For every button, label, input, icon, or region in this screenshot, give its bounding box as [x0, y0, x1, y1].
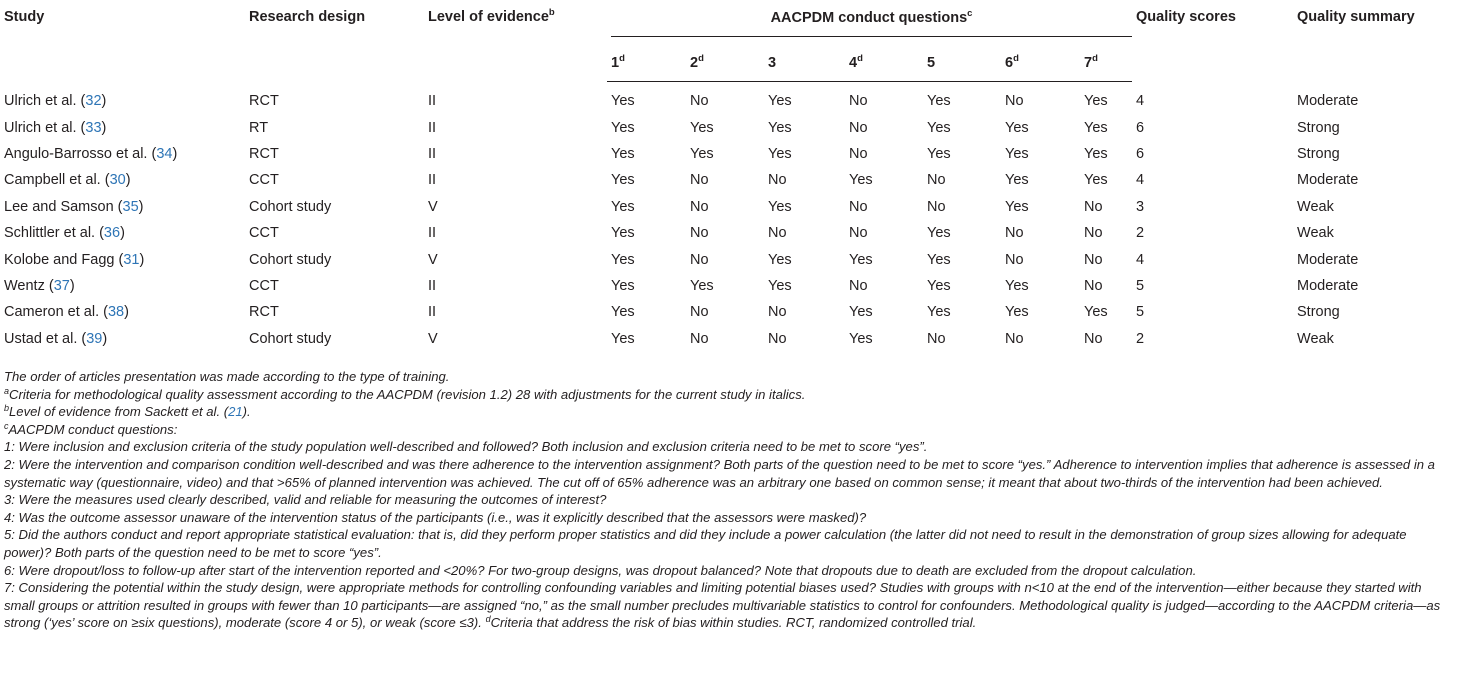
answer-cell: Yes [611, 145, 635, 162]
table-row [0, 141, 1458, 167]
quality-summary-cell: Moderate [1297, 172, 1359, 189]
answer-cell: No [927, 330, 946, 347]
answer-cell: Yes [768, 145, 792, 162]
answer-cell: Yes [690, 277, 714, 294]
table-row [0, 299, 1458, 325]
header-quality-summary: Quality summary [1297, 9, 1415, 25]
answer-cell: No [690, 198, 709, 215]
answer-cell: No [849, 93, 868, 110]
quality-summary-cell: Strong [1297, 119, 1340, 136]
question-header: 2$^d$ [686, 42, 764, 82]
answer-cell: Yes [927, 93, 951, 110]
answer-cell: Yes [1084, 119, 1108, 136]
quality-score-cell: 6 [1136, 145, 1145, 162]
answer-cell: Yes [927, 119, 951, 136]
footnote-q6: 6: Were dropout/loss to follow-up after start of the intervention reported and <20%? For two-group designs, was dropout balanced? Note that dropouts due to death are excluded from the dropout calculation. [4, 562, 1197, 578]
reference-link[interactable]: 36 [103, 225, 121, 242]
answer-cell: No [1005, 225, 1024, 242]
research-design-cell: RCT [249, 145, 279, 162]
answer-cell: Yes [768, 251, 792, 268]
answer-cell: No [927, 198, 946, 215]
reference-link[interactable]: 21 [228, 404, 243, 420]
answer-cell: Yes [611, 277, 635, 294]
footnote-b: $^b$Level of evidence from Sackett et al. (21). [4, 403, 251, 420]
quality-summary-cell: Moderate [1297, 277, 1359, 294]
answer-cell: Yes [1005, 277, 1029, 294]
reference-link[interactable]: 37 [53, 277, 70, 294]
answer-cell: No [768, 172, 787, 189]
research-design-cell: CCT [249, 277, 279, 294]
answer-cell: No [849, 145, 868, 162]
answer-cell: No [1084, 251, 1103, 268]
research-design-cell: RCT [249, 304, 279, 321]
table-row [0, 167, 1458, 193]
reference-link[interactable]: 38 [107, 304, 125, 321]
answer-cell: Yes [1005, 119, 1029, 136]
answer-cell: Yes [611, 225, 635, 242]
research-design-cell: Cohort study [249, 198, 332, 215]
answer-cell: No [927, 172, 946, 189]
footnote-q2: 2: Were the intervention and comparison condition well-described and was there adherence to the intervention assignment? Both parts of the question need to be met to score “yes.” Adherence to intervention implies that adherence is assessed in a systematic way (questionnaire, video) and that >65% of planned intervention was achieved. The cut off of 65% adherence was an arbitrary one based on common sense; it meant that about two-thirds of the intervention had been achieved. [4, 456, 1435, 490]
answer-cell: No [768, 304, 787, 321]
study-cell: Schlittler et al. (36) [4, 225, 125, 242]
level-of-evidence-cell: II [428, 277, 437, 294]
footnote-q5: 5: Did the authors conduct and report appropriate statistical evaluation: that is, did they perform proper statistics and did they include a power calculation (the latter did not need to result in the demonstration of group sizes allowing for adequate power)? Both parts of the question need to be met to score “yes”. [4, 527, 1407, 560]
study-cell: Wentz (37) [4, 277, 75, 294]
level-of-evidence-cell: II [428, 145, 437, 162]
header-aacpdm: AACPDM conduct questions$^c$ [607, 0, 1132, 42]
header-level-of-evidence: Level of evidence$^b$ [428, 7, 555, 25]
answer-cell: Yes [1084, 145, 1108, 162]
quality-summary-cell: Strong [1297, 145, 1340, 162]
answer-cell: Yes [611, 172, 635, 189]
answer-cell: No [690, 304, 709, 321]
quality-score-cell: 5 [1136, 304, 1145, 321]
research-design-cell: RCT [249, 92, 279, 109]
answer-cell: No [1084, 277, 1103, 294]
answer-cell: No [1084, 225, 1103, 242]
answer-cell: Yes [690, 119, 714, 136]
study-cell: Angulo-Barrosso et al. (34) [4, 145, 178, 162]
answer-cell: No [690, 172, 709, 189]
quality-score-cell: 6 [1136, 119, 1145, 136]
answer-cell: Yes [849, 172, 873, 189]
footnote-order: The order of articles presentation was made according to the type of training. [4, 369, 450, 384]
research-design-cell: CCT [249, 172, 279, 189]
table-row [0, 82, 1458, 115]
answer-cell: No [1084, 198, 1103, 215]
answer-cell: No [1005, 93, 1024, 110]
table-footnotes [4, 368, 1454, 632]
quality-summary-cell: Moderate [1297, 92, 1359, 109]
answer-cell: Yes [927, 251, 951, 268]
answer-cell: Yes [1005, 198, 1029, 215]
study-cell: Kolobe and Fagg (31) [4, 251, 145, 268]
answer-cell: Yes [611, 198, 635, 215]
answer-cell: Yes [611, 304, 635, 321]
answer-cell: Yes [927, 277, 951, 294]
answer-cell: No [768, 225, 787, 242]
footnote-q3: 3: Were the measures used clearly described, valid and reliable for measuring the outcomes of interest? [4, 492, 607, 508]
footnote-q7: 7: Considering the potential within the study design, were appropriate methods for controlling confounding variables and limiting potential biases used? Studies with groups with n<10 at the end of the intervention—either because they started with small groups or attrition resulted in groups with fewer than 10 participants—are assigned “no,” as the small number precludes multivariable statistics to control for confounders. Methodological quality is judged—according to the AACPDM criteria—as strong (‘yes’ score on ≥six questions), moderate (score 4 or 5), or weak (score ≤3). $^d$Criteria that address the risk of bias within studies. RCT, randomized controlled trial. [4, 580, 1441, 631]
answer-cell: No [768, 330, 787, 347]
answer-cell: No [849, 277, 868, 294]
answer-cell: No [1084, 330, 1103, 347]
answer-cell: Yes [1084, 304, 1108, 321]
answer-cell: No [849, 198, 868, 215]
research-design-cell: RT [249, 119, 269, 136]
answer-cell: No [849, 225, 868, 242]
level-of-evidence-cell: V [428, 251, 438, 268]
level-of-evidence-cell: II [428, 119, 437, 136]
quality-score-cell: 5 [1136, 277, 1145, 294]
answer-cell: No [690, 93, 709, 110]
research-design-cell: Cohort study [249, 330, 332, 347]
research-design-cell: CCT [249, 225, 279, 242]
header-quality-scores: Quality scores [1136, 9, 1236, 25]
answer-cell: Yes [611, 330, 635, 347]
header-study: Study [4, 9, 45, 25]
reference-link[interactable]: 34 [156, 145, 173, 162]
quality-score-cell: 2 [1136, 330, 1145, 347]
answer-cell: No [690, 251, 709, 268]
answer-cell: Yes [1084, 93, 1108, 110]
answer-cell: No [849, 119, 868, 136]
table-row [0, 246, 1458, 272]
answer-cell: Yes [690, 145, 714, 162]
header-row [0, 0, 1458, 42]
header-research-design: Research design [249, 9, 366, 25]
quality-summary-cell: Weak [1297, 198, 1334, 215]
reference-link[interactable]: 32 [85, 92, 102, 109]
reference-link[interactable]: 30 [109, 172, 126, 189]
quality-summary-cell: Weak [1297, 225, 1334, 242]
level-of-evidence-cell: V [428, 330, 438, 347]
answer-cell: Yes [1005, 172, 1029, 189]
level-of-evidence-cell: II [428, 225, 437, 242]
quality-score-cell: 2 [1136, 225, 1145, 242]
question-header: 4$^d$ [845, 42, 923, 82]
reference-link[interactable]: 33 [85, 119, 102, 136]
level-of-evidence-cell: II [428, 304, 437, 321]
quality-summary-cell: Moderate [1297, 251, 1359, 268]
level-of-evidence-cell: II [428, 172, 437, 189]
answer-cell: Yes [927, 145, 951, 162]
answer-cell: Yes [1005, 304, 1029, 321]
answer-cell: Yes [849, 251, 873, 268]
quality-score-cell: 4 [1136, 172, 1145, 189]
study-cell: Cameron et al. (38) [4, 304, 129, 321]
reference-link[interactable]: 39 [86, 330, 103, 347]
quality-summary-cell: Strong [1297, 304, 1340, 321]
question-header: 1$^d$ [607, 42, 686, 82]
table-row [0, 194, 1458, 220]
answer-cell: Yes [611, 119, 635, 136]
reference-link[interactable]: 31 [123, 251, 140, 268]
level-of-evidence-cell: II [428, 92, 437, 109]
table-row [0, 273, 1458, 299]
quality-score-cell: 3 [1136, 198, 1145, 215]
answer-cell: Yes [927, 304, 951, 321]
answer-cell: Yes [927, 225, 951, 242]
answer-cell: Yes [849, 330, 873, 347]
table-row [0, 114, 1458, 140]
footnote-q4: 4: Was the outcome assessor unaware of the intervention status of the participants (i.e., was it explicitly described that the assessors were masked)? [4, 509, 867, 525]
answer-cell: Yes [611, 251, 635, 268]
table-row [0, 326, 1458, 352]
answer-cell: Yes [1084, 172, 1108, 189]
study-cell: Ulrich et al. (32) [4, 92, 107, 109]
question-header: 5 [923, 42, 1001, 82]
quality-summary-cell: Weak [1297, 330, 1334, 347]
answer-cell: Yes [849, 304, 873, 321]
study-cell: Ustad et al. (39) [4, 330, 108, 347]
answer-cell: Yes [768, 277, 792, 294]
reference-link[interactable]: 35 [122, 198, 139, 215]
answer-cell: Yes [768, 198, 792, 215]
question-header: 7$^d$ [1080, 42, 1132, 82]
answer-cell: No [1005, 330, 1024, 347]
research-design-cell: Cohort study [249, 251, 332, 268]
question-header: 3 [764, 42, 845, 82]
answer-cell: No [1005, 251, 1024, 268]
answer-cell: Yes [1005, 145, 1029, 162]
level-of-evidence-cell: V [428, 198, 438, 215]
study-cell: Campbell et al. (30) [4, 172, 131, 189]
table-row [0, 220, 1458, 246]
question-header: 6$^d$ [1001, 42, 1080, 82]
study-cell: Lee and Samson (35) [4, 198, 144, 215]
answer-cell: Yes [611, 93, 635, 110]
answer-cell: Yes [768, 93, 792, 110]
footnote-a: $^a$Criteria for methodological quality assessment according to the AACPDM (revision 1.2) 28 with adjustments for the current study in italics. [4, 385, 806, 402]
quality-score-cell: 4 [1136, 92, 1145, 109]
table-body [0, 82, 1458, 352]
footnote-q1: 1: Were inclusion and exclusion criteria of the study population well-described and followed? Both inclusion and exclusion criteria need to be met to score “yes”. [4, 439, 928, 455]
study-cell: Ulrich et al. (33) [4, 119, 107, 136]
answer-cell: No [690, 330, 709, 347]
footnote-c: $^c$AACPDM conduct questions: [4, 420, 178, 437]
quality-score-cell: 4 [1136, 251, 1145, 268]
answer-cell: Yes [768, 119, 792, 136]
answer-cell: No [690, 225, 709, 242]
